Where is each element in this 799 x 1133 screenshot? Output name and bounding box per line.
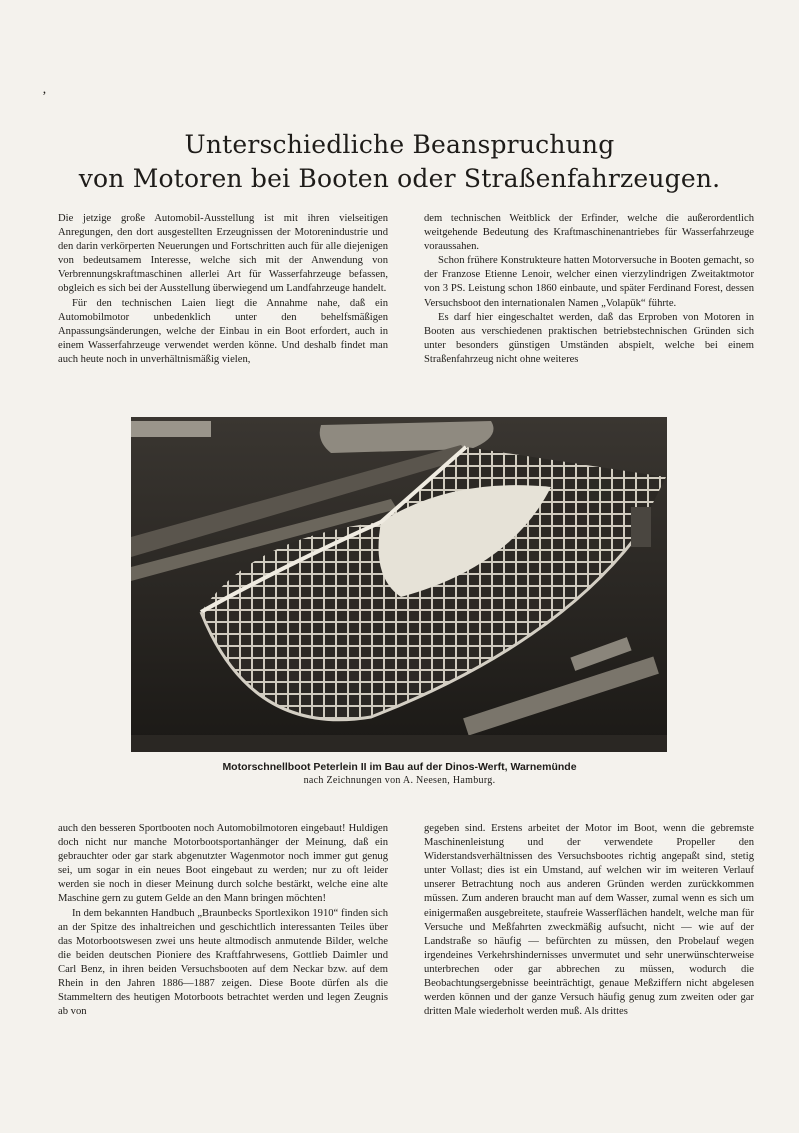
paragraph: Es darf hier eingeschaltet werden, daß das Erproben von Motoren in Booten aus verschiedenen praktischen betriebstechnischen Gründen sich unter besonders günstigen Umständen abspielt, welche bei einem Straßenfahrzeug nicht ohne weiteres: [424, 311, 754, 365]
title-line-2: von Motoren bei Booten oder Straßenfahrzeugen.: [78, 164, 721, 193]
top-left-column: [58, 212, 388, 367]
margin-mark: ‚: [42, 82, 47, 97]
paragraph: In dem bekannten Handbuch „Braunbecks Sportlexikon 1910“ finden sich an der Spitze des inhaltreichen und geschichtlich interessanten Teiles über das Motorbootswesen zwei uns heute altmodisch anmutende Bilder, welche die beiden deutschen Pioniere des Kraftfahrwesens, Gottlieb Daimler und Carl Benz, in ihren beiden Versuchsbooten auf dem Neckar bzw. auf dem Rhein in den Jahren 1886—1887 zeigen. Diese Boote dürfen als die Stammeltern des heutigen Motorboots betrachtet werden und legen Zeugnis ab von: [58, 907, 388, 1018]
bottom-left-column: [58, 822, 388, 1019]
paragraph: Für den technischen Laien liegt die Annahme nahe, daß ein Automobilmotor unbedenklich unter den behelfsmäßigen Anpassungsänderungen, welche der Einbau in ein Boot erfordert, auch in einem Wasserfahrzeuge verwendet werden könne. Und deshalb findet man auch heute noch in unverhältnismäßig vielen,: [58, 297, 388, 365]
paragraph: Schon frühere Konstrukteure hatten Motorversuche in Booten gemacht, so der Franzose Etienne Lenoir, welcher einen vierzylindrigen Zweitaktmotor von 3 PS. Leistung schon 1860 einbaute, und später Ferdinand Forest, dessen Versuchsboot den internationalen Namen „Volapük“ führte.: [424, 255, 754, 309]
paragraph: auch den besseren Sportbooten noch Automobilmotoren eingebaut! Huldigen doch nicht nur manche Motorbootsportanhänger der Meinung, daß ein gebrauchter oder gar stark abgenutzter Wagenmotor noch immer gut genug sei, um sogar in ein neues Boot eingebaut zu werden; nur zu oft leider werden sie noch in dieser Meinung durch solche bestärkt, welche eine alte Maschine gern zu gutem Gelde an den Mann bringen möchten!: [58, 823, 388, 905]
boat-hull-illustration: [131, 417, 667, 752]
bottom-right-column: [424, 822, 754, 1019]
top-right-column: [424, 212, 754, 367]
caption-credit: nach Zeichnungen von A. Neesen, Hamburg.: [303, 775, 496, 786]
title-line-1: Unterschiedliche Beanspruchung: [184, 130, 615, 159]
paragraph: gegeben sind. Erstens arbeitet der Motor im Boot, wenn die gebremste Maschinenleistung und der verwendete Propeller den Widerstandsverhältnissen des Versuchsbootes richtig angepaßt sind, stetig unter Vollast; dies ist ein Umstand, auf welchen wir im weiteren Verlauf unserer Betrachtung noch aus anderen Gründen werden zurückkommen müssen. Zum anderen braucht man auf dem Wasser, zumal wenn es sich um einigermaßen ausgebreitete, staufreie Wasserflächen handelt, welche man für Versuche und Meßfahrten zweckmäßig aufsucht, nicht — wie auf der Landstraße so häufig — befürchten zu müssen, den Probelauf wegen irgendeines Verkehrshindernisses unvermutet und sehr unerwünschterweise unterbrechen oder gar abbrechen zu müssen, wodurch die Beobachtungsergebnisse beeinträchtigt, genaue Meßziffern nicht abgelesen werden können und der ganze Versuch häufig genug zum zweiten oder gar dritten Male wiederholt werden muß. Als drittes: [424, 823, 754, 1018]
photo-caption: [0, 760, 799, 788]
boat-photograph: [131, 417, 667, 752]
caption-title: Motorschnellboot Peterlein II im Bau auf der Dinos-Werft, Warnemünde: [222, 761, 577, 773]
paragraph: Die jetzige große Automobil-Ausstellung ist mit ihren vielseitigen Anregungen, den dort ausgestellten Erzeugnissen der Motorenindustrie und den darin verkörperten Neuerungen und Fortschritten auch für alle diejenigen von bedeutsamem Interesse, welche sich mit der Anwendung von Verbrennungskraftmaschinen allerlei Art für Wasserfahrzeuge befassen, obgleich es sich bei der Ausstellung überwiegend um Landfahrzeuge handelt.: [58, 213, 388, 295]
paragraph: dem technischen Weitblick der Erfinder, welche die außerordentlich weitgehende Bedeutung des Kraftmaschinenantriebes für Wasserfahrzeuge voraussahen.: [424, 213, 754, 253]
article-title: [0, 128, 799, 196]
